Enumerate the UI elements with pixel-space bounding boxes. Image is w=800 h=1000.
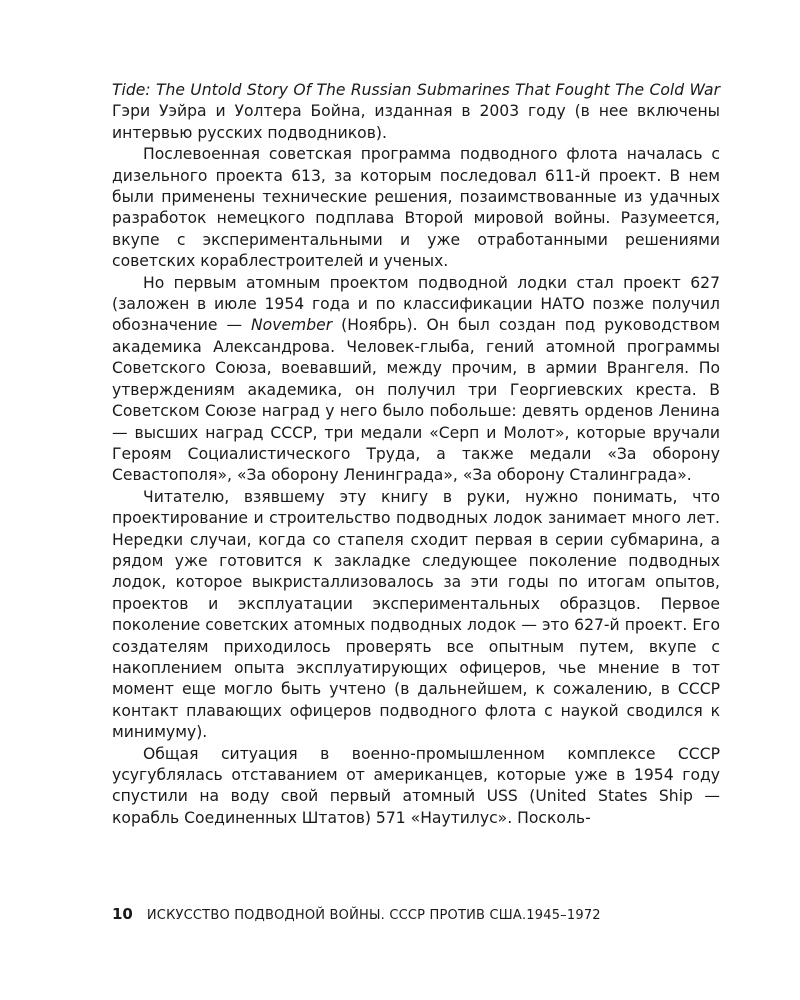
italic-text-run: Tide: The Untold Story Of The Russian Submarines That Fought The Cold War — [112, 81, 720, 99]
paragraph — [112, 80, 720, 144]
paragraph — [112, 144, 720, 272]
text-run: Послевоенная советская программа подводного флота началась с дизельного проекта 613, за которым последовал 611-й проект. В нем были применены технические решения, позаимствованные из удачных разработок немецкого подплава Второй мировой войны. Разумеется, вкупе с экспериментальными и уже отработанными решениями советских кораблестроителей и ученых. — [112, 145, 720, 271]
text-run: Гэри Уэйра и Уолтера Бойна, изданная в 2003 году (в нее включены интервью русских подводников). — [112, 102, 720, 142]
page-number: 10 — [112, 905, 133, 923]
page-body — [112, 80, 720, 829]
paragraph — [112, 744, 720, 830]
text-run: Общая ситуация в военно-промышленном комплексе СССР усугублялась отставанием от американцев, которые уже в 1954 году спустили на воду свой первый атомный USS (United States Ship — корабль Соединенных Штатов) 571 «Наутилус». Посколь- — [112, 744, 720, 827]
text-run: (Ноябрь). Он был создан под руководством академика Александрова. Человек-глыба, гений атомной программы Советского Союза, воевавший, между прочим, в армии Врангеля. По утверждениям академика, он получил три Георгиевских креста. В Советском Союзе наград у него было побольше: девять орденов Ленина — высших наград СССР, три медали «Серп и Молот», которые вручали Героям Социалистического Труда, а также медали «За оборону Севастополя», «За оборону Ленинграда», «За оборону Сталинграда». — [112, 316, 720, 485]
text-run: Читателю, взявшему эту книгу в руки, нужно понимать, что проектирование и строительство подводных лодок занимает много лет. Нередки случаи, когда со стапеля сходит первая в серии субмарина, а рядом уже готовится к закладке следующее поколение подводных лодок, которое выкристаллизовалось за эти годы по итогам опытов, проектов и эксплуатации экспериментальных образцов. Первое поколение советских атомных подводных лодок — это 627-й проект. Его создателям приходилось проверять все опытным путем, вкупе с накоплением опыта эксплуатирующих офицеров, чье мнение в тот момент еще могло быть учтено (в дальнейшем, к сожалению, в СССР контакт плавающих офицеров подводного флота с наукой сводился к минимуму). — [112, 487, 720, 742]
italic-text-run: November — [251, 316, 333, 335]
paragraph — [112, 487, 720, 744]
paragraph — [112, 273, 720, 487]
running-footer — [112, 905, 720, 923]
running-title: ИСКУССТВО ПОДВОДНОЙ ВОЙНЫ. СССР ПРОТИВ США.1945–1972 — [146, 908, 601, 923]
text-run: Но первым атомным проектом подводной лодки стал проект 627 (заложен в июле 1954 года и по классификации НАТО позже получил обозначение — — [112, 273, 720, 335]
